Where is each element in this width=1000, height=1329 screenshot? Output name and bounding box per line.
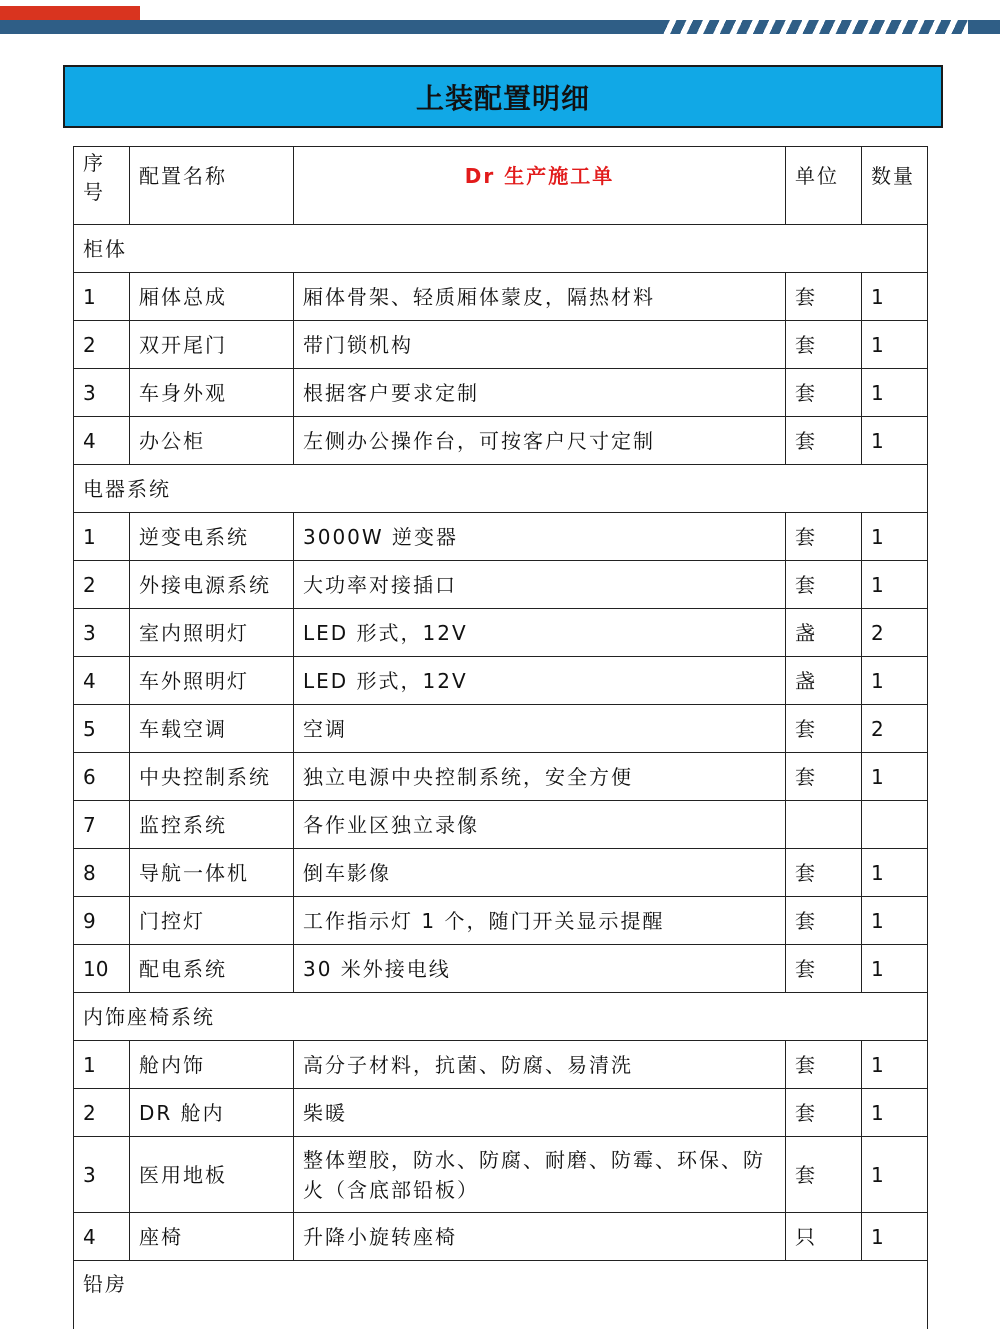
section-row [74,993,928,1041]
cell-unit [786,801,862,849]
config-table [73,146,928,1329]
cell-qty: 1 [862,1089,928,1137]
cell-seq: 4 [74,657,130,705]
cell-unit: 套 [786,417,862,465]
table-row [74,705,928,753]
cell-unit: 套 [786,945,862,993]
cell-seq: 2 [74,561,130,609]
cell-name: 双开尾门 [130,321,294,369]
cell-qty: 1 [862,1041,928,1089]
cell-name: 座椅 [130,1213,294,1261]
cell-desc: 空调 [294,705,786,753]
cell-name: 逆变电系统 [130,513,294,561]
cell-seq: 1 [74,273,130,321]
cell-desc: 独立电源中央控制系统，安全方便 [294,753,786,801]
cell-unit: 套 [786,1137,862,1213]
cell-name: 车载空调 [130,705,294,753]
table-row [74,321,928,369]
cell-desc: 柴暖 [294,1089,786,1137]
cell-seq: 7 [74,801,130,849]
cell-desc: 高分子材料，抗菌、防腐、易清洗 [294,1041,786,1089]
table-row [74,273,928,321]
cell-seq: 3 [74,369,130,417]
header-band [0,0,1000,46]
cell-desc: 升降小旋转座椅 [294,1213,786,1261]
cell-seq: 5 [74,705,130,753]
header-desc: Dr 生产施工单 [294,147,786,225]
cell-name: 导航一体机 [130,849,294,897]
table-row [74,849,928,897]
section-row [74,225,928,273]
cell-qty: 1 [862,417,928,465]
page-title-bar [63,65,943,128]
cell-seq: 6 [74,753,130,801]
cell-qty: 1 [862,945,928,993]
table-row [74,945,928,993]
cell-desc: 大功率对接插口 [294,561,786,609]
table-row [74,1041,928,1089]
cell-unit: 只 [786,1213,862,1261]
cell-seq: 10 [74,945,130,993]
cell-seq: 4 [74,1213,130,1261]
section-title: 内饰座椅系统 [74,993,928,1041]
cell-name: 办公柜 [130,417,294,465]
cell-desc: 30 米外接电线 [294,945,786,993]
section-row [74,1261,928,1329]
table-row [74,417,928,465]
header-band-blue-tail [968,20,1000,34]
cell-unit: 套 [786,705,862,753]
cell-name: 舱内饰 [130,1041,294,1089]
cell-unit: 套 [786,897,862,945]
cell-name: 车身外观 [130,369,294,417]
cell-seq: 9 [74,897,130,945]
cell-desc: 各作业区独立录像 [294,801,786,849]
cell-name: 外接电源系统 [130,561,294,609]
table-row [74,801,928,849]
header-seq: 序号 [74,147,130,225]
cell-desc: 根据客户要求定制 [294,369,786,417]
cell-seq: 1 [74,513,130,561]
cell-name: 监控系统 [130,801,294,849]
cell-qty: 1 [862,561,928,609]
header-band-blue [0,20,660,34]
cell-seq: 8 [74,849,130,897]
cell-qty: 1 [862,1137,928,1213]
header-name: 配置名称 [130,147,294,225]
table-row [74,657,928,705]
cell-unit: 套 [786,273,862,321]
cell-seq: 3 [74,1137,130,1213]
cell-desc: 工作指示灯 1 个，随门开关显示提醒 [294,897,786,945]
cell-qty: 1 [862,513,928,561]
cell-name: DR 舱内 [130,1089,294,1137]
header-band-stripes [660,20,1000,34]
table-row [74,1137,928,1213]
cell-unit: 套 [786,513,862,561]
cell-name: 门控灯 [130,897,294,945]
cell-name: 厢体总成 [130,273,294,321]
cell-seq: 4 [74,417,130,465]
cell-name: 室内照明灯 [130,609,294,657]
table-row [74,1089,928,1137]
table-row [74,561,928,609]
cell-unit: 套 [786,561,862,609]
cell-qty: 1 [862,321,928,369]
cell-name: 医用地板 [130,1137,294,1213]
cell-desc: 3000W 逆变器 [294,513,786,561]
cell-desc: 厢体骨架、轻质厢体蒙皮，隔热材料 [294,273,786,321]
cell-unit: 套 [786,1041,862,1089]
cell-name: 中央控制系统 [130,753,294,801]
cell-unit: 套 [786,321,862,369]
cell-desc: 倒车影像 [294,849,786,897]
section-title: 铅房 [74,1261,928,1329]
cell-qty: 1 [862,849,928,897]
cell-desc: LED 形式，12V [294,657,786,705]
table-row [74,897,928,945]
cell-seq: 1 [74,1041,130,1089]
header-unit: 单位 [786,147,862,225]
cell-desc: LED 形式，12V [294,609,786,657]
cell-seq: 2 [74,1089,130,1137]
table-row [74,369,928,417]
table-row [74,753,928,801]
cell-unit: 套 [786,369,862,417]
cell-name: 车外照明灯 [130,657,294,705]
section-title: 柜体 [74,225,928,273]
cell-unit: 盏 [786,657,862,705]
cell-qty: 1 [862,369,928,417]
cell-unit: 套 [786,849,862,897]
cell-desc: 整体塑胶，防水、防腐、耐磨、防霉、环保、防火（含底部铅板） [294,1137,786,1213]
table-row [74,609,928,657]
cell-qty: 2 [862,609,928,657]
cell-unit: 套 [786,753,862,801]
cell-name: 配电系统 [130,945,294,993]
cell-unit: 套 [786,1089,862,1137]
section-title: 电器系统 [74,465,928,513]
table-header-row [74,147,928,225]
cell-qty: 1 [862,273,928,321]
cell-qty: 1 [862,1213,928,1261]
header-qty: 数量 [862,147,928,225]
cell-desc: 左侧办公操作台，可按客户尺寸定制 [294,417,786,465]
table-row [74,513,928,561]
cell-unit: 盏 [786,609,862,657]
cell-qty [862,801,928,849]
cell-desc: 带门锁机构 [294,321,786,369]
cell-qty: 1 [862,657,928,705]
cell-seq: 3 [74,609,130,657]
header-band-red [0,6,140,20]
cell-qty: 1 [862,753,928,801]
cell-qty: 2 [862,705,928,753]
cell-qty: 1 [862,897,928,945]
section-row [74,465,928,513]
cell-seq: 2 [74,321,130,369]
table-row [74,1213,928,1261]
page-title: 上装配置明细 [415,81,590,115]
